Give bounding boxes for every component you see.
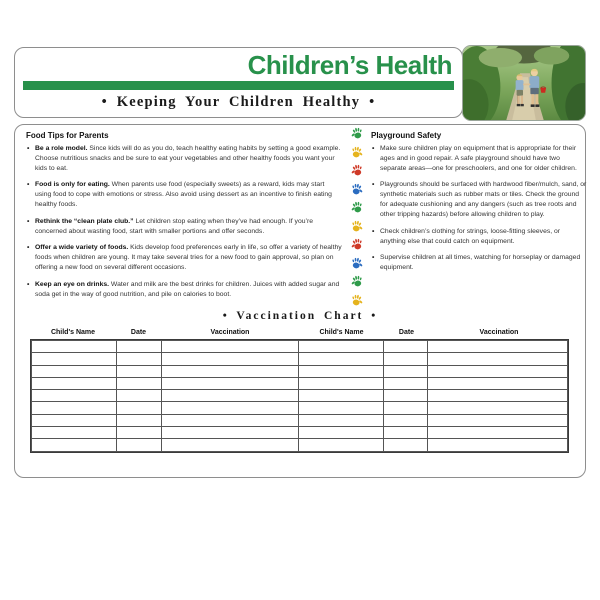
blank-cell: [161, 341, 299, 353]
blank-cell: [32, 390, 117, 402]
food-tip-item: • Keep an eye on drinks. Water and milk are the best drinks for children. Juices with added sugar and soda get in the way of good nutrition, and pile on calories to boot.: [26, 280, 342, 300]
page-subtitle: • Keeping Your Children Healthy •: [101, 93, 376, 110]
blank-cell: [299, 439, 383, 451]
blank-cell: [161, 402, 299, 414]
accent-bar: [23, 81, 454, 90]
blank-cell: [383, 439, 427, 451]
blank-cell: [428, 402, 568, 414]
blank-cell: [299, 414, 383, 426]
blank-cell: [383, 365, 427, 377]
blank-cell: [383, 353, 427, 365]
handprint-icon: [350, 146, 364, 159]
blank-cell: [32, 365, 117, 377]
blank-cell: [383, 402, 427, 414]
blank-cell: [32, 414, 117, 426]
blank-cell: [161, 353, 299, 365]
blank-cell: [117, 341, 161, 353]
blank-cell: [299, 377, 383, 389]
blank-cell: [117, 402, 161, 414]
blank-cell: [32, 341, 117, 353]
blank-cell: [383, 414, 427, 426]
blank-cell: [117, 427, 161, 439]
handprint-icon: [350, 127, 364, 140]
blank-cell: [428, 377, 568, 389]
blank-cell: [117, 439, 161, 451]
playground-safety-item: • Make sure children play on equipment that is appropriate for their ages and in good repair. A safe playground should have two separate areas—one for preschoolers, and one for older children.: [371, 144, 587, 174]
blank-cell: [161, 414, 299, 426]
blank-cell: [428, 353, 568, 365]
blank-cell: [428, 365, 568, 377]
blank-cell: [299, 341, 383, 353]
table-row: [32, 439, 568, 451]
column-header-date: Date: [130, 329, 147, 336]
blank-cell: [161, 427, 299, 439]
blank-cell: [299, 365, 383, 377]
food-tip-item: • Be a role model. Since kids will do as you do, teach healthy eating habits by setting a good example. Choose nutritious snacks and be sure to eat your vegetables and other healthy foods you want your kids to eat.: [26, 144, 342, 174]
column-header-childs-name: Child's Name: [50, 329, 96, 336]
blank-cell: [161, 439, 299, 451]
blank-cell: [428, 414, 568, 426]
handprint-icon: [350, 257, 364, 270]
blank-cell: [383, 427, 427, 439]
playground-safety-item: • Check children’s clothing for strings, loose-fitting sleeves, or anything else that could catch on equipment.: [371, 227, 587, 247]
blank-cell: [117, 414, 161, 426]
blank-cell: [117, 377, 161, 389]
food-tips-heading: Food Tips for Parents: [26, 131, 109, 140]
blank-cell: [117, 353, 161, 365]
blank-cell: [428, 439, 568, 451]
page-title: Children’s Health: [247, 50, 452, 80]
handprint-icon: [350, 164, 364, 177]
blank-cell: [117, 365, 161, 377]
column-header-vaccination: Vaccination: [479, 329, 519, 336]
table-row: [32, 365, 568, 377]
header-box: [14, 47, 463, 118]
handprint-icon: [350, 220, 364, 233]
food-tip-item: • Offer a wide variety of foods. Kids develop food preferences early in life, so offer a variety of healthy foods when children are young. It may take several tries for a new food to gain approval, so plan on offering a new food on several different occasions.: [26, 243, 342, 273]
playground-safety-item: • Playgrounds should be surfaced with hardwood fiber/mulch, sand, or synthetic materials such as rubber mats or tiles. Check the ground for adequate cushioning and any dangers (such as tree roots and other tripping hazards) before allowing children to play.: [371, 180, 587, 220]
vaccination-chart-title: • Vaccination Chart •: [222, 310, 378, 322]
blank-cell: [299, 402, 383, 414]
blank-cell: [299, 427, 383, 439]
blank-cell: [383, 341, 427, 353]
children-walking-photo: [462, 45, 586, 121]
table-row: [32, 402, 568, 414]
blank-cell: [161, 377, 299, 389]
playground-safety-item: • Supervise children at all times, watching for horseplay or damaged equipment.: [371, 253, 587, 273]
blank-cell: [428, 390, 568, 402]
blank-cell: [428, 427, 568, 439]
blank-cell: [383, 390, 427, 402]
table-row: [32, 341, 568, 353]
playground-safety-section: [371, 131, 587, 280]
table-row: [32, 427, 568, 439]
blank-cell: [299, 353, 383, 365]
blank-cell: [161, 390, 299, 402]
table-row: [32, 414, 568, 426]
blank-cell: [117, 390, 161, 402]
blank-cell: [383, 377, 427, 389]
vaccination-chart-header-row: [30, 327, 569, 339]
column-header-date: Date: [398, 329, 415, 336]
blank-cell: [161, 365, 299, 377]
blank-cell: [32, 427, 117, 439]
handprint-icon: [350, 294, 364, 307]
handprint-divider: [346, 127, 368, 312]
handprint-icon: [350, 183, 364, 196]
blank-cell: [32, 377, 117, 389]
vaccination-chart: [30, 327, 569, 453]
handprint-icon: [350, 238, 364, 251]
handprint-icon: [350, 275, 364, 288]
food-tip-item: • Rethink the “clean plate club.” Let children stop eating when they’ve had enough. If you’re concerned about wasting food, start with smaller portions and offer seconds.: [26, 217, 342, 237]
table-row: [32, 377, 568, 389]
playground-safety-heading: Playground Safety: [371, 131, 442, 140]
content-box: [14, 124, 586, 478]
blank-cell: [299, 390, 383, 402]
vaccination-table: [30, 339, 569, 453]
handprint-icon: [350, 201, 364, 214]
table-row: [32, 353, 568, 365]
food-tip-item: • Food is only for eating. When parents use food (especially sweets) as a reward, kids may start using food to cope with emotions or stress. Also avoid using dessert as an incentive to finish eating healthy foods.: [26, 180, 342, 210]
food-tips-section: [26, 131, 342, 306]
column-header-vaccination: Vaccination: [210, 329, 250, 336]
blank-cell: [32, 439, 117, 451]
blank-cell: [32, 402, 117, 414]
table-row: [32, 390, 568, 402]
blank-cell: [428, 341, 568, 353]
column-header-childs-name: Child's Name: [319, 329, 364, 336]
blank-cell: [32, 353, 117, 365]
